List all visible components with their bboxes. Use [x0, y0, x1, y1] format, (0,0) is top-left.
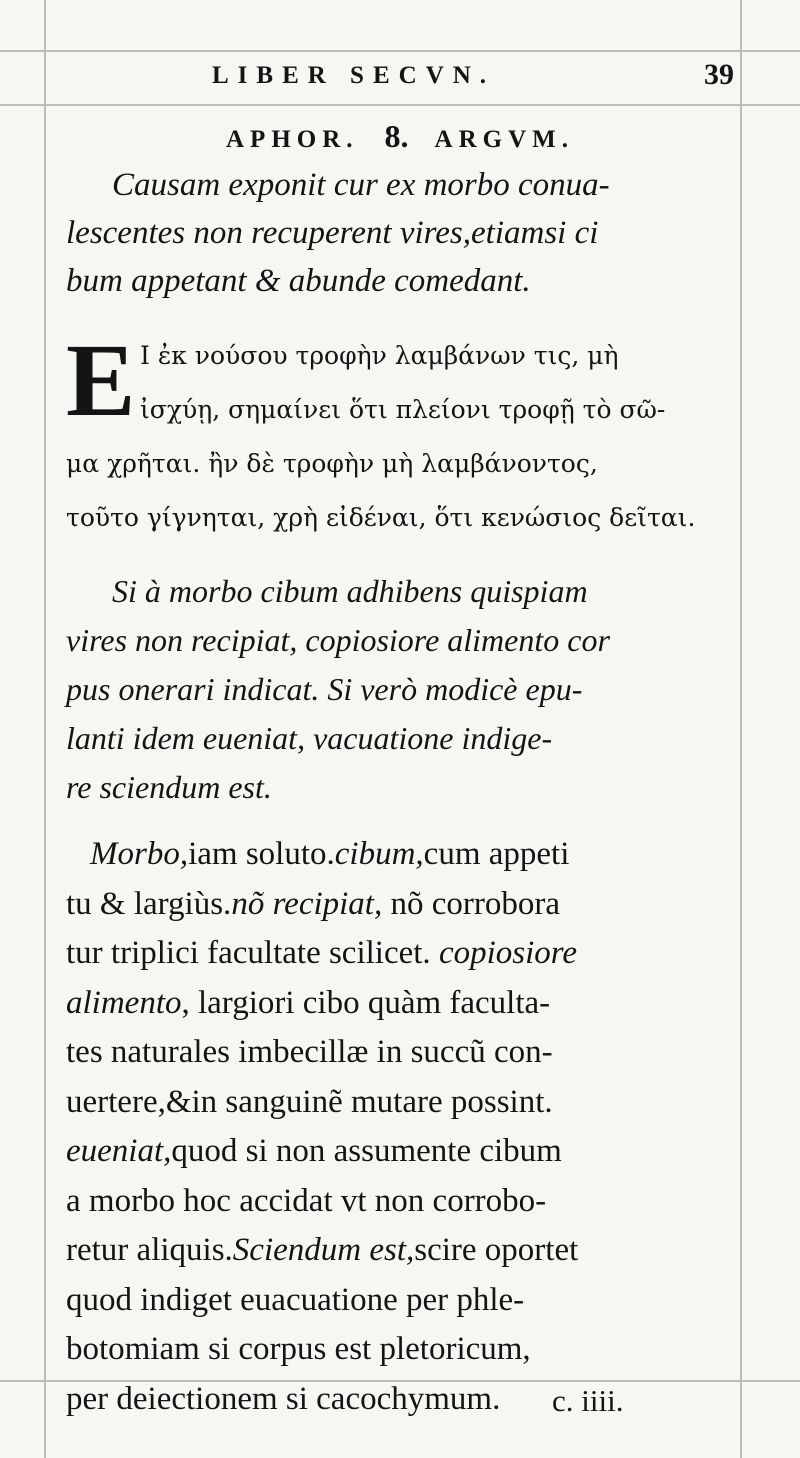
commentary-text: quod si non assumente cibum [171, 1133, 562, 1169]
argument-label: ARGVM. [434, 126, 574, 153]
commentary-text: , largiori cibo quàm faculta- [181, 984, 551, 1021]
page-number: 39 [704, 58, 734, 91]
lemma: eueniat, [66, 1133, 172, 1169]
latin-line: Si à morbo cibum adhibens quispiam [112, 573, 588, 609]
greek-line: ἰσχύῃ, σημαίνει ὅτι πλείονι τροφῇ τὸ σῶ- [140, 395, 666, 424]
greek-line: Ι ἐκ νούσου τροφὴν λαμβάνων τις, μὴ [140, 341, 619, 370]
latin-line: lanti idem eueniat, vacuatione indige- [66, 720, 553, 756]
lemma: cibum, [334, 836, 424, 872]
commentary-line: quod indiget euacuatione per phle- [66, 1281, 525, 1318]
running-head-title: LIBER SECVN. [212, 62, 496, 89]
running-head [66, 52, 734, 104]
greek-line: μα χρῆται. ἢν δὲ τροφὴν μὴ λαμβάνοντος, [66, 449, 598, 478]
commentary-line: a morbo hoc accidat vt non corrobo- [66, 1182, 547, 1219]
commentary-line: botomiam si corpus est pletoricum, [66, 1331, 531, 1367]
greek-aphorism [66, 323, 734, 545]
commentary-text: iam soluto. [188, 836, 335, 872]
aphorism-number: 8. [384, 118, 409, 154]
frame-line-left [44, 0, 46, 1458]
book-page [66, 52, 734, 1424]
commentary-text: tu & largiùs. [66, 885, 232, 922]
aphorism-prefix: APHOR. [226, 126, 359, 153]
latin-line: pus onerari indicat. Si verò modicè epu- [66, 671, 583, 707]
commentary-text: tur triplici facultate scilicet. [66, 935, 431, 971]
commentary-line: per deiectionem si cacochymum. [66, 1380, 501, 1417]
commentary-text: retur aliquis. [66, 1232, 233, 1268]
commentary-line [66, 830, 734, 880]
commentary-line: uertere,&in sanguinẽ mutare possint. [66, 1083, 553, 1120]
lemma: Morbo, [90, 836, 189, 872]
lemma: Sciendum est, [232, 1232, 415, 1268]
commentary-line [66, 979, 734, 1029]
argument-line: bum appetant & abunde comedant. [66, 263, 531, 299]
commentary-line [66, 880, 734, 930]
latin-line: vires non recipiat, copiosiore alimento cor [66, 622, 610, 658]
commentary-line [66, 1226, 734, 1276]
drop-cap: E [66, 323, 136, 438]
commentary-text: nõ corrobora [390, 885, 560, 922]
aphorism-heading [66, 118, 734, 155]
commentary-text: scire oportet [414, 1232, 579, 1268]
signature-mark: c. iiii. [552, 1383, 624, 1418]
greek-line: τοῦτο γίγνηται, χρὴ εἰδέναι, ὅτι κενώσιος δεῖται. [66, 503, 696, 532]
latin-line: re sciendum est. [66, 769, 272, 805]
commentary-line: tes naturales imbecillæ in succũ con- [66, 1034, 553, 1070]
commentary-line [66, 1127, 734, 1177]
lemma: nõ recipiat, [231, 885, 383, 922]
latin-translation [66, 567, 734, 812]
frame-line-right [740, 0, 742, 1458]
commentary-text: cum appeti [423, 836, 570, 872]
argument-line: lescentes non recuperent vires,etiamsi ci [66, 215, 599, 251]
commentary [66, 830, 734, 1424]
lemma: copiosiore [438, 935, 578, 971]
argument-line: Causam exponit cur ex morbo conua- [112, 167, 610, 203]
commentary-line [66, 929, 734, 979]
lemma: alimento [66, 984, 182, 1021]
argument-summary [66, 161, 734, 305]
